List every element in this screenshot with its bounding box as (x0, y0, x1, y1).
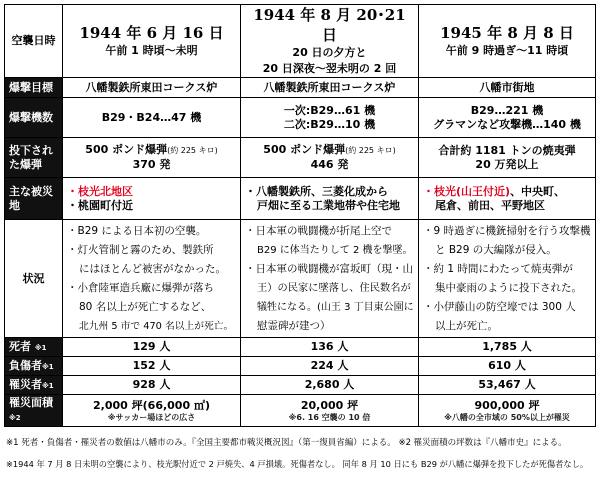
raid-1-injured: 152 人 (63, 357, 241, 376)
raid-1-time: 午前 1 時頃～未明 (105, 44, 198, 57)
raid-2-planes-cell (241, 98, 419, 138)
raid-3-area-black-2: 尾倉、前田、平野地区 (435, 198, 545, 212)
row-injured (5, 357, 596, 376)
label-victims-cell (5, 376, 63, 395)
label-bombs: 投下された爆弾 (5, 138, 63, 178)
row-target (5, 78, 596, 98)
raid-2-time-1: 20 日の夕方と (292, 46, 367, 59)
footnote-2: ※1944 年 7 月 8 日未明の空襲により、枝光駅付近で 2 戸焼失、4 戸損壊。死傷者なし。 同年 8 月 10 日にも B29 が八幡に爆弾を投下したが死傷者なし。 (6, 459, 589, 469)
raid-1-area-black: ・桃園町付近 (67, 198, 133, 212)
raid-3-area-cell (419, 178, 596, 220)
raid-3-planes-cell (419, 98, 596, 138)
raid-2-target: 八幡製鉄所東田コークス炉 (241, 78, 419, 98)
label-area: 主な被災地 (5, 178, 63, 220)
label-victims-mark: ※1 (42, 381, 54, 390)
label-planes: 爆撃機数 (5, 98, 63, 138)
raid-2-damage-cell (241, 395, 419, 427)
raid-2-situation-line: ・日本軍の戦闘機が折尾上空で (245, 224, 392, 237)
label-date: 空襲日時 (5, 5, 63, 78)
raid-1-target: 八幡製鉄所東田コークス炉 (63, 78, 241, 98)
raid-3-damage-cell (419, 395, 596, 427)
raid-3-dead: 1,785 人 (419, 338, 596, 357)
row-planes (5, 98, 596, 138)
raid-3-target: 八幡市街地 (419, 78, 596, 98)
raid-2-bombs-count: 446 発 (310, 158, 349, 171)
raid-3-bombs-cell (419, 138, 596, 178)
row-date (5, 5, 596, 78)
raid-2-situation-line: 慰霊碑が建つ） (257, 319, 331, 332)
label-dead: 死者 (9, 339, 31, 353)
raid-2-date-cell (241, 5, 419, 78)
raid-3-bombs-main: 合計約 1181 トンの焼夷弾 (438, 143, 576, 157)
label-target: 爆撃目標 (5, 78, 63, 98)
label-damage: 罹災面積 (9, 396, 53, 409)
raid-3-situation-line: と B29 の大編隊が侵入。 (435, 243, 557, 256)
label-situation: 状況 (5, 220, 63, 338)
raid-1-planes: B29・B24…47 機 (63, 98, 241, 138)
raid-2-area-cell (241, 178, 419, 220)
air-raid-table (4, 4, 596, 427)
label-damage-mark: ※2 (9, 414, 21, 422)
raid-1-bombs-cell (63, 138, 241, 178)
raid-1-situation-line: にはほとんど被害がなかった。 (79, 262, 226, 275)
footnote-1: ※1 死者・負傷者・罹災者の数値は八幡市のみ。『全国主要都市戦災概況図』（第一復員省編）による。 ※2 罹災面積の坪数は『八幡市史』による。 (6, 438, 567, 448)
raid-3-damage: 900,000 坪 (474, 398, 540, 412)
raid-1-damage: 2,000 坪(66,000 ㎡) (93, 398, 210, 412)
raid-3-situation-line: ・小伊藤山の防空壕では 300 人 (423, 300, 576, 313)
raid-1-situation-cell (63, 220, 241, 338)
raid-2-dead: 136 人 (241, 338, 419, 357)
raid-1-damage-note: ※サッカー場ほどの広さ (107, 412, 196, 422)
raid-3-situation-line: ・9 時過ぎに機銃掃射を行う攻撃機 (423, 224, 591, 237)
label-injured-cell (5, 357, 63, 376)
raid-3-date-cell (419, 5, 596, 78)
label-dead-cell (5, 338, 63, 357)
raid-1-area-cell (63, 178, 241, 220)
raid-1-dead: 129 人 (63, 338, 241, 357)
row-bombs (5, 138, 596, 178)
label-dead-mark: ※1 (34, 343, 47, 352)
label-victims: 罹災者 (9, 377, 42, 391)
raid-3-area-black-1: 、中央町、 (510, 184, 566, 198)
raid-1-bombs-count: 370 発 (132, 158, 171, 171)
raid-2-bombs-main: 500 ポンド爆弾 (263, 143, 346, 156)
raid-2-bombs-sub: (約 225 キロ) (345, 146, 396, 155)
raid-2-damage: 20,000 坪 (300, 398, 359, 412)
raid-1-situation-line: ・灯火管制と霧のため、製鉄所 (67, 243, 214, 256)
raid-1-situation-line: ・B29 による日本初の空襲。 (67, 224, 207, 237)
row-damage (5, 395, 596, 427)
label-injured-mark: ※1 (42, 362, 54, 371)
raid-2-situation-cell (241, 220, 419, 338)
raid-3-area-red: ・枝光(山王付近) (423, 184, 511, 198)
raid-2-planes-2: 二次:B29…10 機 (283, 117, 376, 131)
raid-3-situation-cell (419, 220, 596, 338)
raid-2-planes-1: 一次:B29…61 機 (283, 103, 376, 117)
raid-2-bombs-cell (241, 138, 419, 178)
raid-3-situation-line: 以上が死亡。 (435, 319, 498, 332)
raid-1-situation-line: 80 名以上が死亡するなど、 (79, 300, 212, 313)
raid-2-situation-line: ・日本軍の戦闘機が富坂町（現・山 (245, 262, 413, 275)
raid-2-situation-line: 犠牲になる。(山王 3 丁目東公園に (257, 301, 414, 313)
raid-3-injured: 610 人 (419, 357, 596, 376)
raid-2-situation-line: 王）の民家に墜落し、住民数名が (257, 281, 411, 294)
raid-2-date: 1944 年 8 月 20･21 日 (253, 6, 406, 44)
raid-2-time-2: 20 日深夜～翌未明の 2 回 (262, 62, 397, 75)
raid-3-damage-note: ※八幡の全市域の 50%以上が罹災 (444, 412, 570, 422)
raid-1-situation-line: ・小倉陸軍造兵廠に爆弾が落ち (67, 281, 214, 294)
row-situation (5, 220, 596, 338)
raid-1-victims: 928 人 (63, 376, 241, 395)
raid-3-planes-2: グラマンなど攻撃機…140 機 (433, 117, 581, 131)
raid-3-bombs-count: 20 万発以上 (475, 157, 539, 171)
raid-3-date: 1945 年 8 月 8 日 (440, 24, 574, 42)
raid-3-time: 午前 9 時過ぎ～11 時頃 (445, 44, 569, 57)
raid-1-date: 1944 年 6 月 16 日 (79, 24, 224, 42)
raid-1-area-red: ・枝光北地区 (67, 184, 133, 198)
raid-1-date-cell (63, 5, 241, 78)
raid-3-situation-line: 集中豪雨のように投下された。 (435, 281, 582, 294)
raid-1-bombs-main: 500 ポンド爆弾 (85, 143, 168, 156)
raid-2-area-2: 戸畑に至る工業地帯や住宅地 (257, 198, 400, 212)
raid-2-injured: 224 人 (241, 357, 419, 376)
raid-3-situation-line: ・約 1 時間にわたって焼夷弾が (423, 262, 573, 275)
raid-1-damage-cell (63, 395, 241, 427)
raid-2-area-1: ・八幡製鉄所、三菱化成から (245, 184, 388, 198)
row-dead (5, 338, 596, 357)
label-damage-cell (5, 395, 63, 427)
label-injured: 負傷者 (9, 358, 42, 372)
raid-2-situation-line: B29 に体当たりして 2 機を撃墜。 (257, 244, 413, 256)
raid-3-planes-1: B29…221 機 (470, 103, 544, 117)
row-victims (5, 376, 596, 395)
row-area (5, 178, 596, 220)
raid-3-victims: 53,467 人 (419, 376, 596, 395)
raid-1-bombs-sub: (約 225 キロ) (167, 146, 218, 155)
raid-1-situation-line: 北九州 5 市で 470 名以上が死亡。 (79, 320, 234, 332)
raid-2-victims: 2,680 人 (241, 376, 419, 395)
raid-2-damage-note: ※6. 16 空襲の 10 倍 (288, 412, 371, 422)
